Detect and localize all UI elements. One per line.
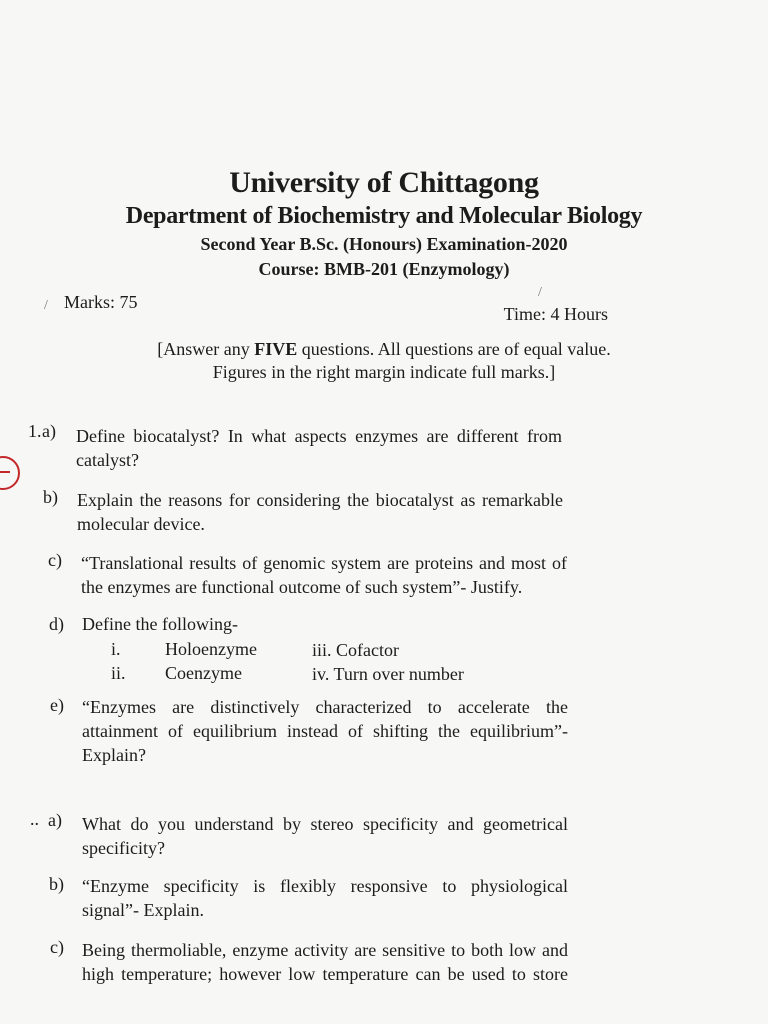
q1c-text (81, 551, 567, 599)
q1d-item-2-term: Coenzyme (165, 663, 242, 683)
department-title: Department of Biochemistry and Molecular Biology (125, 203, 643, 229)
q2b-text (82, 874, 568, 922)
q1c-label: c) (48, 550, 62, 570)
time-label: Time: 4 Hours (503, 304, 608, 324)
q1d-item-3-term: Cofactor (336, 640, 399, 660)
q1d-intro: Define the following- (82, 614, 238, 634)
q1c-line1: “Translational results of genomic system are proteins and most of (81, 553, 567, 573)
q2c-line2: high temperature; however low temperature can be used to store (82, 964, 568, 984)
q1d-item-4-num: iv. (312, 664, 330, 684)
instructions-line-2: Figures in the right margin indicate full marks.] (212, 362, 556, 382)
university-title: University of Chittagong (229, 166, 539, 199)
instructions-line-1 (0, 337, 768, 361)
pen-tick-mark-2: / (538, 285, 542, 300)
q2b-label: b) (49, 874, 64, 894)
q1d-item-1-num: i. (111, 639, 121, 659)
q1d-item-3-num: iii. (312, 640, 332, 660)
instructions-bold: FIVE (254, 339, 298, 359)
q1e-label: e) (50, 695, 64, 715)
red-pen-mark (0, 456, 20, 490)
exam-title: Second Year B.Sc. (Honours) Examination-2020 (200, 234, 568, 254)
q2b-line1: “Enzyme specificity is flexibly responsive to physiological (82, 876, 568, 896)
q1d-label: d) (49, 614, 64, 634)
q1e-line2: attainment of equilibrium instead of shifting the equilibrium”- (82, 721, 568, 741)
instructions-prefix: [Answer any (157, 339, 255, 359)
q2a-line1: What do you understand by stereo specificity and geometrical (82, 814, 568, 834)
q1d-item-2-num: ii. (111, 663, 126, 683)
course-title: Course: BMB-201 (Enzymology) (258, 259, 510, 279)
q1a-text (76, 424, 562, 472)
q1b-line1: Explain the reasons for considering the biocatalyst as remarkable (77, 490, 563, 510)
q2a-label: a) (48, 810, 62, 830)
q2b-line2: signal”- Explain. (82, 900, 204, 920)
q2c-line1: Being thermoliable, enzyme activity are sensitive to both low and (82, 940, 568, 960)
marks-label: Marks: 75 (64, 292, 138, 312)
question-1-number: 1. (28, 421, 42, 441)
pen-tick-mark: / (44, 298, 48, 313)
q2a-text (82, 812, 568, 860)
q1c-line2: the enzymes are functional outcome of such system”- Justify. (81, 577, 523, 597)
q1e-line1: “Enzymes are distinctively characterized to accelerate the (82, 697, 568, 717)
q2c-text (82, 938, 568, 986)
instructions-suffix: questions. All questions are of equal value. (297, 339, 611, 359)
q1e-line3: Explain? (82, 745, 146, 765)
q1d-item-3 (312, 640, 399, 661)
question-2-number: .. (30, 809, 39, 829)
q1a-line1: Define biocatalyst? In what aspects enzymes are different from (76, 426, 562, 446)
q1a-line2: catalyst? (76, 450, 139, 470)
q1a-label: a) (42, 421, 56, 441)
q1b-line2: molecular device. (77, 514, 205, 534)
q1d-item-4-term: Turn over number (333, 664, 464, 684)
q1d-item-1-term: Holoenzyme (165, 639, 257, 659)
q1e-text (82, 695, 568, 767)
q1b-label: b) (43, 487, 58, 507)
q2a-line2: specificity? (82, 838, 165, 858)
q2c-label: c) (50, 937, 64, 957)
q1b-text (77, 488, 563, 536)
q1d-item-4 (312, 664, 464, 685)
